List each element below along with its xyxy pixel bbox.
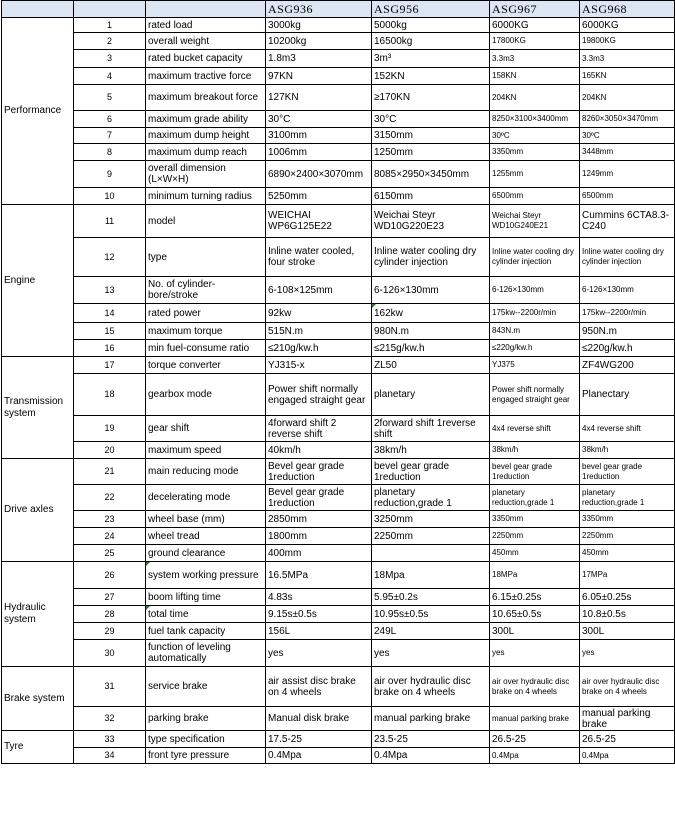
value-asg936: 92kw <box>266 304 372 323</box>
value-asg936: 4.83s <box>266 589 372 606</box>
parameter-name: gearbox mode <box>146 374 266 416</box>
value-asg968: 300L <box>580 623 675 640</box>
category-cell: Engine <box>2 205 74 357</box>
parameter-name: parking brake <box>146 707 266 731</box>
value-asg936: YJ315-x <box>266 357 372 374</box>
value-asg936: 17.5-25 <box>266 731 372 748</box>
parameter-name: decelerating mode <box>146 485 266 511</box>
value-asg968: planetary reduction,grade 1 <box>580 485 675 511</box>
value-asg956: ZL50 <box>372 357 490 374</box>
row-number: 10 <box>74 188 146 205</box>
value-asg936: 3000kg <box>266 18 372 33</box>
value-asg956: 2250mm <box>372 528 490 545</box>
row-number: 24 <box>74 528 146 545</box>
spec-row <box>2 562 675 589</box>
value-asg968: 1249mm <box>580 161 675 188</box>
value-asg936: Inline water cooled, four stroke <box>266 238 372 277</box>
value-asg967: 4x4 reverse shift <box>490 416 580 442</box>
row-number: 7 <box>74 128 146 144</box>
parameter-name: maximum dump reach <box>146 144 266 161</box>
value-asg967: 843N.m <box>490 323 580 340</box>
value-asg956: 2forward shift 1reverse shift <box>372 416 490 442</box>
row-number: 14 <box>74 304 146 323</box>
value-asg967: 30ºC <box>490 128 580 144</box>
header-blank-category <box>2 1 74 18</box>
value-asg956: 23.5-25 <box>372 731 490 748</box>
value-asg968: 0.4Mpa <box>580 748 675 764</box>
value-asg936: Bevel gear grade 1reduction <box>266 459 372 485</box>
spec-row <box>2 374 675 416</box>
value-asg968: 204KN <box>580 85 675 111</box>
value-asg968: Inline water cooling dry cylinder injection <box>580 238 675 277</box>
value-asg936: 97KN <box>266 68 372 85</box>
parameter-name: boom lifting time <box>146 589 266 606</box>
value-asg967: 300L <box>490 623 580 640</box>
parameter-name: maximum speed <box>146 442 266 459</box>
value-asg967: 26.5-25 <box>490 731 580 748</box>
value-asg936: Bevel gear grade 1reduction <box>266 485 372 511</box>
value-asg968: 3448mm <box>580 144 675 161</box>
row-number: 22 <box>74 485 146 511</box>
value-asg968: 3350mm <box>580 511 675 528</box>
row-number: 11 <box>74 205 146 238</box>
spec-row <box>2 511 675 528</box>
header-blank-number <box>74 1 146 18</box>
value-asg936: 30°C <box>266 111 372 128</box>
header-blank-parameter <box>146 1 266 18</box>
value-asg968: bevel gear grade 1reduction <box>580 459 675 485</box>
row-number: 32 <box>74 707 146 731</box>
parameter-name: maximum torque <box>146 323 266 340</box>
value-asg968: 175kw--2200r/min <box>580 304 675 323</box>
spec-row <box>2 323 675 340</box>
value-asg968: Cummins 6CTA8.3-C240 <box>580 205 675 238</box>
spec-row <box>2 589 675 606</box>
value-asg936: 3100mm <box>266 128 372 144</box>
row-number: 23 <box>74 511 146 528</box>
parameter-name: overall dimension (L×W×H) <box>146 161 266 188</box>
parameter-name: minimum turning radius <box>146 188 266 205</box>
value-asg956: 3250mm <box>372 511 490 528</box>
parameter-name: rated load <box>146 18 266 33</box>
value-asg968: 30ºC <box>580 128 675 144</box>
parameter-name: maximum tractive force <box>146 68 266 85</box>
value-asg967: 3.3m3 <box>490 50 580 68</box>
spec-row <box>2 188 675 205</box>
value-asg968: 6-126×130mm <box>580 277 675 304</box>
value-asg956: yes <box>372 640 490 667</box>
value-asg956: 980N.m <box>372 323 490 340</box>
row-number: 34 <box>74 748 146 764</box>
spec-row <box>2 111 675 128</box>
value-asg967: 204KN <box>490 85 580 111</box>
spec-row <box>2 277 675 304</box>
spec-row <box>2 748 675 764</box>
parameter-name: function of leveling automatically <box>146 640 266 667</box>
value-asg956: 5000kg <box>372 18 490 33</box>
row-number: 13 <box>74 277 146 304</box>
value-asg936: 9.15s±0.5s <box>266 606 372 623</box>
value-asg968: 450mm <box>580 545 675 562</box>
value-asg967: 2250mm <box>490 528 580 545</box>
value-asg936: Manual disk brake <box>266 707 372 731</box>
row-number: 17 <box>74 357 146 374</box>
value-asg967: 158KN <box>490 68 580 85</box>
parameter-name: system working pressure <box>146 562 266 589</box>
value-asg967: 450mm <box>490 545 580 562</box>
row-number: 21 <box>74 459 146 485</box>
value-asg967: 6500mm <box>490 188 580 205</box>
value-asg968: 38km/h <box>580 442 675 459</box>
row-number: 3 <box>74 50 146 68</box>
spec-row <box>2 545 675 562</box>
value-asg967: 3350mm <box>490 144 580 161</box>
spec-row <box>2 18 675 33</box>
value-asg968: 4x4 reverse shift <box>580 416 675 442</box>
spec-row <box>2 485 675 511</box>
spec-table <box>1 0 675 764</box>
spec-row <box>2 340 675 357</box>
value-asg968: 6500mm <box>580 188 675 205</box>
value-asg956: 162kw <box>372 304 490 323</box>
value-asg956: manual parking brake <box>372 707 490 731</box>
value-asg967: ≤220g/kw.h <box>490 340 580 357</box>
value-asg936: 6-108×125mm <box>266 277 372 304</box>
value-asg956: Inline water cooling dry cylinder injection <box>372 238 490 277</box>
row-number: 25 <box>74 545 146 562</box>
parameter-name: torque converter <box>146 357 266 374</box>
value-asg936: 400mm <box>266 545 372 562</box>
spec-row <box>2 205 675 238</box>
row-number: 9 <box>74 161 146 188</box>
row-number: 18 <box>74 374 146 416</box>
value-asg968: 6.05±0.25s <box>580 589 675 606</box>
value-asg936: 1800mm <box>266 528 372 545</box>
category-cell: Performance <box>2 18 74 205</box>
value-asg936: 5250mm <box>266 188 372 205</box>
value-asg956: 16500kg <box>372 33 490 50</box>
value-asg967: 3350mm <box>490 511 580 528</box>
row-number: 5 <box>74 85 146 111</box>
parameter-name: rated power <box>146 304 266 323</box>
value-asg967: manual parking brake <box>490 707 580 731</box>
value-asg936: 6890×2400×3070mm <box>266 161 372 188</box>
row-number: 31 <box>74 667 146 707</box>
value-asg956: ≥170KN <box>372 85 490 111</box>
value-asg936: Power shift normally engaged straight gear <box>266 374 372 416</box>
value-asg936: 1006mm <box>266 144 372 161</box>
header-model-asg968: ASG968 <box>580 1 675 18</box>
parameter-name: model <box>146 205 266 238</box>
row-number: 29 <box>74 623 146 640</box>
header-model-asg936: ASG936 <box>266 1 372 18</box>
row-number: 30 <box>74 640 146 667</box>
row-number: 20 <box>74 442 146 459</box>
value-asg956: 3150mm <box>372 128 490 144</box>
value-asg967: Power shift normally engaged straight gear <box>490 374 580 416</box>
spec-row <box>2 623 675 640</box>
value-asg956: 30°C <box>372 111 490 128</box>
spec-row <box>2 667 675 707</box>
value-asg968: yes <box>580 640 675 667</box>
value-asg956: 38km/h <box>372 442 490 459</box>
spec-row <box>2 442 675 459</box>
value-asg968: air over hydraulic disc brake on 4 wheels <box>580 667 675 707</box>
header-model-asg956: ASG956 <box>372 1 490 18</box>
spec-row <box>2 731 675 748</box>
value-asg936: 0.4Mpa <box>266 748 372 764</box>
row-number: 4 <box>74 68 146 85</box>
value-asg956: 10.95s±0.5s <box>372 606 490 623</box>
value-asg967: bevel gear grade 1reduction <box>490 459 580 485</box>
value-asg967: Inline water cooling dry cylinder injection <box>490 238 580 277</box>
spec-row <box>2 459 675 485</box>
parameter-name: main reducing mode <box>146 459 266 485</box>
value-asg967: air over hydraulic disc brake on 4 wheels <box>490 667 580 707</box>
parameter-name: service brake <box>146 667 266 707</box>
value-asg968: 2250mm <box>580 528 675 545</box>
value-asg936: 2850mm <box>266 511 372 528</box>
parameter-name: No. of cylinder-bore/stroke <box>146 277 266 304</box>
value-asg968: 19800KG <box>580 33 675 50</box>
value-asg936: 40km/h <box>266 442 372 459</box>
value-asg967: 175kw--2200r/min <box>490 304 580 323</box>
value-asg956: 152KN <box>372 68 490 85</box>
spec-row <box>2 606 675 623</box>
spec-row <box>2 238 675 277</box>
row-number: 1 <box>74 18 146 33</box>
value-asg956: 1250mm <box>372 144 490 161</box>
value-asg956: 6150mm <box>372 188 490 205</box>
parameter-name: ground clearance <box>146 545 266 562</box>
spec-row <box>2 161 675 188</box>
spec-row <box>2 357 675 374</box>
spec-row <box>2 68 675 85</box>
category-cell: Tyre <box>2 731 74 764</box>
value-asg956: 5.95±0.2s <box>372 589 490 606</box>
value-asg968: 8260×3050×3470mm <box>580 111 675 128</box>
row-number: 6 <box>74 111 146 128</box>
value-asg967: YJ375 <box>490 357 580 374</box>
value-asg967: 38km/h <box>490 442 580 459</box>
parameter-name: wheel base (mm) <box>146 511 266 528</box>
parameter-name: overall weight <box>146 33 266 50</box>
header-model-asg967: ASG967 <box>490 1 580 18</box>
parameter-name: maximum grade ability <box>146 111 266 128</box>
value-asg967: 10.65±0.5s <box>490 606 580 623</box>
value-asg936: 1.8m3 <box>266 50 372 68</box>
value-asg956: 3m³ <box>372 50 490 68</box>
parameter-name: maximum dump height <box>146 128 266 144</box>
spec-row <box>2 50 675 68</box>
value-asg968: ZF4WG200 <box>580 357 675 374</box>
value-asg967: 6000KG <box>490 18 580 33</box>
value-asg936: 127KN <box>266 85 372 111</box>
value-asg936: yes <box>266 640 372 667</box>
value-asg936: 515N.m <box>266 323 372 340</box>
row-number: 28 <box>74 606 146 623</box>
value-asg967: planetary reduction,grade 1 <box>490 485 580 511</box>
parameter-name: gear shift <box>146 416 266 442</box>
value-asg936: WEICHAI WP6G125E22 <box>266 205 372 238</box>
parameter-name: type specification <box>146 731 266 748</box>
value-asg968: ≤220g/kw.h <box>580 340 675 357</box>
value-asg967: 18MPa <box>490 562 580 589</box>
value-asg968: manual parking brake <box>580 707 675 731</box>
category-cell: Drive axles <box>2 459 74 562</box>
row-number: 26 <box>74 562 146 589</box>
value-asg967: Weichai Steyr WD10G240E21 <box>490 205 580 238</box>
value-asg967: yes <box>490 640 580 667</box>
value-asg936: ≤210g/kw.h <box>266 340 372 357</box>
spec-row <box>2 416 675 442</box>
parameter-name: type <box>146 238 266 277</box>
value-asg956: bevel gear grade 1reduction <box>372 459 490 485</box>
value-asg968: 10.8±0.5s <box>580 606 675 623</box>
value-asg956: 18Mpa <box>372 562 490 589</box>
value-asg936: 10200kg <box>266 33 372 50</box>
spec-row <box>2 304 675 323</box>
value-asg956: 0.4Mpa <box>372 748 490 764</box>
value-asg967: 6.15±0.25s <box>490 589 580 606</box>
value-asg967: 1255mm <box>490 161 580 188</box>
value-asg956: 8085×2950×3450mm <box>372 161 490 188</box>
parameter-name: fuel tank capacity <box>146 623 266 640</box>
row-number: 8 <box>74 144 146 161</box>
parameter-name: total time <box>146 606 266 623</box>
value-asg968: 6000KG <box>580 18 675 33</box>
parameter-name: rated bucket capacity <box>146 50 266 68</box>
header-row <box>2 1 675 18</box>
category-cell: Transmission system <box>2 357 74 459</box>
value-asg956: planetary <box>372 374 490 416</box>
spec-row <box>2 144 675 161</box>
value-asg967: 8250×3100×3400mm <box>490 111 580 128</box>
value-asg956: planetary reduction,grade 1 <box>372 485 490 511</box>
value-asg936: air assist disc brake on 4 wheels <box>266 667 372 707</box>
spec-row <box>2 85 675 111</box>
value-asg956 <box>372 545 490 562</box>
category-cell: Hydraulic system <box>2 562 74 667</box>
value-asg968: 26.5-25 <box>580 731 675 748</box>
parameter-name: front tyre pressure <box>146 748 266 764</box>
value-asg936: 16.5MPa <box>266 562 372 589</box>
value-asg968: Planectary <box>580 374 675 416</box>
row-number: 33 <box>74 731 146 748</box>
row-number: 2 <box>74 33 146 50</box>
value-asg968: 950N.m <box>580 323 675 340</box>
spec-row <box>2 128 675 144</box>
row-number: 16 <box>74 340 146 357</box>
row-number: 27 <box>74 589 146 606</box>
value-asg956: ≤215g/kw.h <box>372 340 490 357</box>
value-asg967: 6-126×130mm <box>490 277 580 304</box>
value-asg936: 4forward shift 2 reverse shift <box>266 416 372 442</box>
spec-row <box>2 33 675 50</box>
value-asg968: 17MPa <box>580 562 675 589</box>
spec-row <box>2 707 675 731</box>
value-asg956: 249L <box>372 623 490 640</box>
parameter-name: maximum breakout force <box>146 85 266 111</box>
row-number: 15 <box>74 323 146 340</box>
value-asg968: 165KN <box>580 68 675 85</box>
value-asg956: 6-126×130mm <box>372 277 490 304</box>
category-cell: Brake system <box>2 667 74 731</box>
value-asg967: 17800KG <box>490 33 580 50</box>
parameter-name: wheel tread <box>146 528 266 545</box>
row-number: 12 <box>74 238 146 277</box>
value-asg968: 3.3m3 <box>580 50 675 68</box>
spec-row <box>2 528 675 545</box>
spec-row <box>2 640 675 667</box>
value-asg967: 0.4Mpa <box>490 748 580 764</box>
parameter-name: min fuel-consume ratio <box>146 340 266 357</box>
value-asg956: Weichai Steyr WD10G220E23 <box>372 205 490 238</box>
row-number: 19 <box>74 416 146 442</box>
value-asg956: air over hydraulic disc brake on 4 wheels <box>372 667 490 707</box>
spec-table-body <box>2 1 675 764</box>
value-asg936: 156L <box>266 623 372 640</box>
